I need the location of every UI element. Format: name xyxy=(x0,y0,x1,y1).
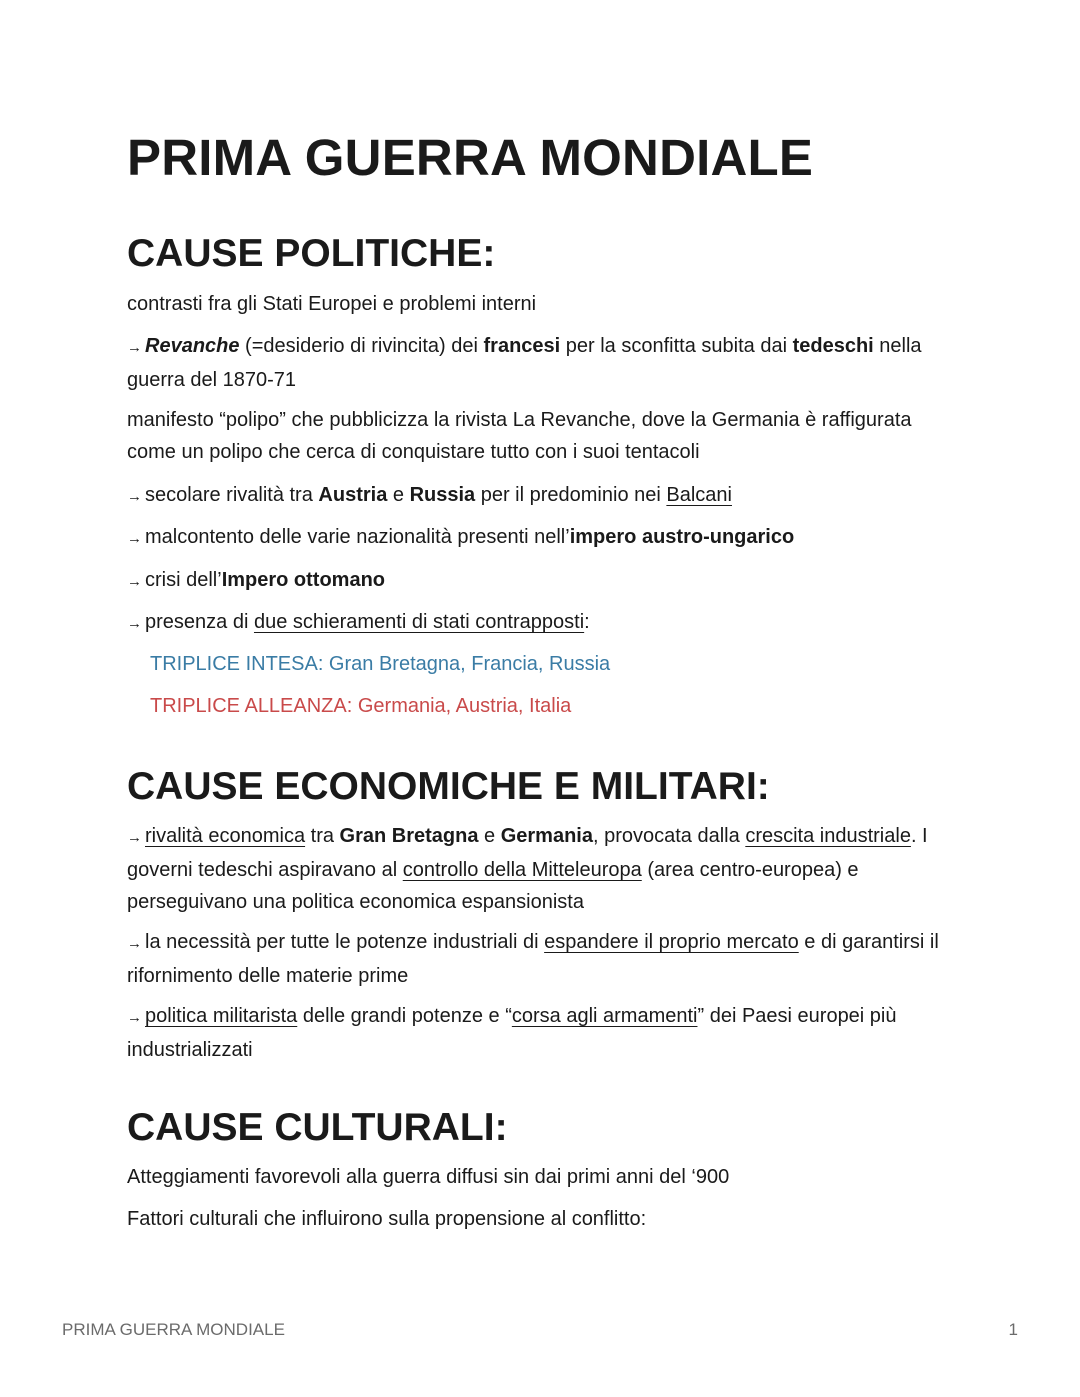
underlined-span: rivalità economica xyxy=(145,825,306,847)
text-span: e di garantirsi il rifornimento delle materie prime xyxy=(127,931,939,987)
text-span: malcontento delle varie nazionalità presenti nell’ xyxy=(145,526,570,548)
text-span: nella guerra del 1870-71 xyxy=(127,335,922,391)
bold-span: tedeschi xyxy=(792,335,874,357)
arrow-icon: → xyxy=(127,488,142,505)
bold-span: Gran Bretagna xyxy=(339,825,479,847)
text-span: delle grandi potenze e “ xyxy=(297,1005,512,1027)
heading-cause-politiche: CAUSE POLITICHE: xyxy=(127,232,496,275)
underlined-span: politica militarista xyxy=(145,1005,298,1027)
arrow-icon: → xyxy=(127,1009,142,1026)
paragraph-mercato xyxy=(127,926,957,992)
underlined-span: espandere il proprio mercato xyxy=(544,931,799,953)
bold-span: Impero ottomano xyxy=(221,569,386,591)
paragraph-fattori: Fattori culturali che influirono sulla propensione al conflitto: xyxy=(127,1208,647,1230)
paragraph-crisi xyxy=(127,564,957,598)
heading-cause-economiche: CAUSE ECONOMICHE E MILITARI: xyxy=(127,765,770,808)
page-number: 1 xyxy=(1008,1320,1018,1339)
text-span: per la sconfitta subita dai xyxy=(560,335,793,357)
paragraph-manifesto: manifesto “polipo” che pubblicizza la rivista La Revanche, dove la Germania è raffigurata come un polipo che cerca di conquistare tutto con i suoi tentacoli xyxy=(127,409,912,463)
text-span: secolare rivalità tra xyxy=(145,484,319,506)
underlined-span: controllo della Mitteleuropa xyxy=(402,859,642,881)
paragraph-militarista xyxy=(127,1000,957,1066)
arrow-icon: → xyxy=(127,530,142,547)
underlined-span: crescita industriale xyxy=(745,825,911,847)
page-title: PRIMA GUERRA MONDIALE xyxy=(127,129,814,186)
bold-span: impero austro-ungarico xyxy=(569,526,795,548)
paragraph-presenza xyxy=(127,606,957,640)
text-span: tra xyxy=(305,825,340,847)
term-revanche: Revanche xyxy=(145,335,240,357)
paragraph-rivalita-economica xyxy=(127,820,957,918)
arrow-icon: → xyxy=(127,829,142,846)
paragraph-atteggiamenti: Atteggiamenti favorevoli alla guerra diffusi sin dai primi anni del ‘900 xyxy=(127,1166,730,1188)
heading-cause-culturali: CAUSE CULTURALI: xyxy=(127,1106,508,1149)
text-span: per il predominio nei xyxy=(475,484,667,506)
paragraph-malcontento xyxy=(127,521,957,555)
underlined-span: Balcani xyxy=(666,484,732,506)
underlined-span: due schieramenti di stati contrapposti xyxy=(253,611,585,633)
bold-span: francesi xyxy=(483,335,561,357)
text-span: (area centro-europea) e perseguivano una politica economica espansionista xyxy=(127,859,859,913)
politiche-intro: contrasti fra gli Stati Europei e problemi interni xyxy=(127,293,537,315)
text-span: e xyxy=(387,484,410,506)
text-span: . I governi tedeschi aspiravano al xyxy=(127,825,928,881)
text-span: , provocata dalla xyxy=(592,825,746,847)
triplice-alleanza: TRIPLICE ALLEANZA: Germania, Austria, Italia xyxy=(150,695,572,717)
arrow-icon: → xyxy=(127,573,142,590)
arrow-icon: → xyxy=(127,339,142,356)
triplice-intesa: TRIPLICE INTESA: Gran Bretagna, Francia, Russia xyxy=(150,653,611,675)
paragraph-revanche xyxy=(127,330,957,396)
text-span: (=desiderio di rivincita) dei xyxy=(239,335,484,357)
underlined-span: corsa agli armamenti xyxy=(511,1005,698,1027)
text-span: presenza di xyxy=(145,611,254,633)
bold-span: Germania xyxy=(500,825,593,847)
bold-span: Austria xyxy=(318,484,388,506)
text-span: crisi dell’ xyxy=(145,569,222,591)
text-span: : xyxy=(584,611,590,633)
footer-title: PRIMA GUERRA MONDIALE xyxy=(62,1320,285,1339)
bold-span: Russia xyxy=(409,484,476,506)
arrow-icon: → xyxy=(127,615,142,632)
arrow-icon: → xyxy=(127,935,142,952)
paragraph-rivalita xyxy=(127,479,957,513)
text-span: ” dei Paesi europei più industrializzati xyxy=(127,1005,897,1061)
text-span: la necessità per tutte le potenze industriali di xyxy=(145,931,545,953)
text-span: e xyxy=(478,825,501,847)
